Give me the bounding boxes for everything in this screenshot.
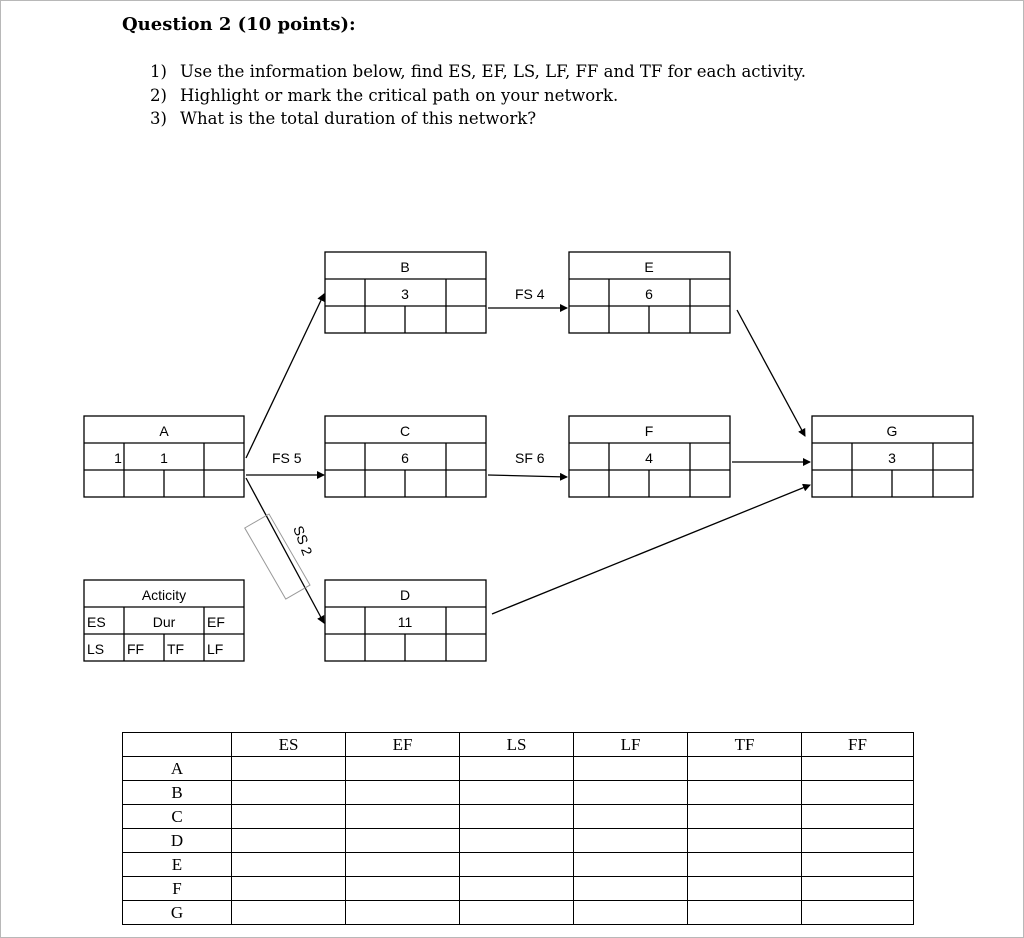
node-f-duration: 4 [645,450,653,466]
answer-cell[interactable] [346,901,460,925]
row-label: G [123,901,232,925]
answer-cell[interactable] [346,757,460,781]
node-c-name: C [399,423,411,439]
row-label: D [123,829,232,853]
answer-cell[interactable] [460,853,574,877]
legend-ls-label: LS [87,641,105,657]
answer-cell[interactable] [688,877,802,901]
node-b-name: B [400,259,410,275]
answer-cell[interactable] [574,901,688,925]
answer-cell[interactable] [232,805,346,829]
answer-cell[interactable] [802,853,914,877]
relation-b-e-label: FS 4 [515,286,545,302]
legend-lf-label: LF [207,641,224,657]
node-c-duration: 6 [401,450,409,466]
table-row [123,853,914,877]
answer-cell[interactable] [460,901,574,925]
answer-cell[interactable] [232,829,346,853]
answer-cell[interactable] [460,829,574,853]
answer-cell[interactable] [574,829,688,853]
node-g-name: G [886,423,898,439]
instruction-text: Use the information below, find ES, EF, LS, LF, FF and TF for each activity. [180,62,807,81]
answer-cell[interactable] [688,805,802,829]
answer-cell[interactable] [688,901,802,925]
node-a-duration: 1 [160,450,168,466]
answer-cell[interactable] [802,805,914,829]
answer-cell[interactable] [574,877,688,901]
row-label: C [123,805,232,829]
answer-cell[interactable] [574,853,688,877]
instruction-text: Highlight or mark the critical path on your network. [180,86,619,105]
instruction-number: 2) [150,86,167,105]
answer-cell[interactable] [688,853,802,877]
answer-cell[interactable] [346,877,460,901]
table-row [123,757,914,781]
results-header-ef: EF [346,733,460,757]
table-row [123,829,914,853]
answer-cell[interactable] [688,757,802,781]
node-e-duration: 6 [645,286,653,302]
node-d-name: D [399,587,411,603]
instruction-number: 3) [150,109,167,128]
answer-cell[interactable] [232,877,346,901]
arrow-d-to-g [492,485,810,614]
legend-dur-label: Dur [152,614,176,630]
table-row [123,877,914,901]
answer-cell[interactable] [574,781,688,805]
instruction-number: 1) [150,62,167,81]
results-header-lf: LF [574,733,688,757]
row-label: E [123,853,232,877]
answer-cell[interactable] [346,781,460,805]
relation-c-f-label: SF 6 [515,450,545,466]
answer-cell[interactable] [460,781,574,805]
answer-cell[interactable] [802,877,914,901]
results-header-es: ES [232,733,346,757]
question-title: Question 2 (10 points): [122,14,356,35]
node-a-name: A [159,423,169,439]
answer-cell[interactable] [802,901,914,925]
answer-cell[interactable] [460,805,574,829]
answer-cell[interactable] [232,757,346,781]
answer-cell[interactable] [574,757,688,781]
answer-cell[interactable] [574,805,688,829]
table-row [123,901,914,925]
legend-ef-label: EF [207,614,225,630]
relation-a-d-label: SS 2 [290,523,316,558]
results-header-ls: LS [460,733,574,757]
relation-a-c-label: FS 5 [272,450,302,466]
legend-tf-label: TF [167,641,185,657]
arrow-e-to-g [737,310,805,436]
results-header-row [123,733,914,757]
answer-cell[interactable] [802,781,914,805]
node-f-name: F [644,423,654,439]
results-header-ff: FF [802,733,914,757]
instruction-text: What is the total duration of this network? [180,109,537,128]
answer-cell[interactable] [460,757,574,781]
row-label: F [123,877,232,901]
answer-cell[interactable] [802,829,914,853]
answer-cell[interactable] [688,781,802,805]
answer-cell[interactable] [346,853,460,877]
row-label: A [123,757,232,781]
answer-cell[interactable] [346,805,460,829]
answer-cell[interactable] [688,829,802,853]
answer-cell[interactable] [232,901,346,925]
answer-cell[interactable] [232,781,346,805]
node-g-duration: 3 [888,450,896,466]
answer-cell[interactable] [346,829,460,853]
legend-activity-label: Acticity [141,587,187,603]
node-a-es: 1 [114,450,122,466]
legend-es-label: ES [87,614,106,630]
answer-cell[interactable] [232,853,346,877]
node-e-name: E [644,259,654,275]
answer-cell[interactable] [460,877,574,901]
node-b-duration: 3 [401,286,409,302]
node-d-duration: 11 [397,614,413,630]
row-label: B [123,781,232,805]
answer-cell[interactable] [802,757,914,781]
legend-ff-label: FF [127,641,145,657]
results-header-tf: TF [688,733,802,757]
table-row [123,781,914,805]
arrow-a-to-b [246,294,324,458]
table-row [123,805,914,829]
results-corner-cell [123,733,232,757]
arrow-c-to-f [488,475,567,477]
results-table [122,732,914,925]
